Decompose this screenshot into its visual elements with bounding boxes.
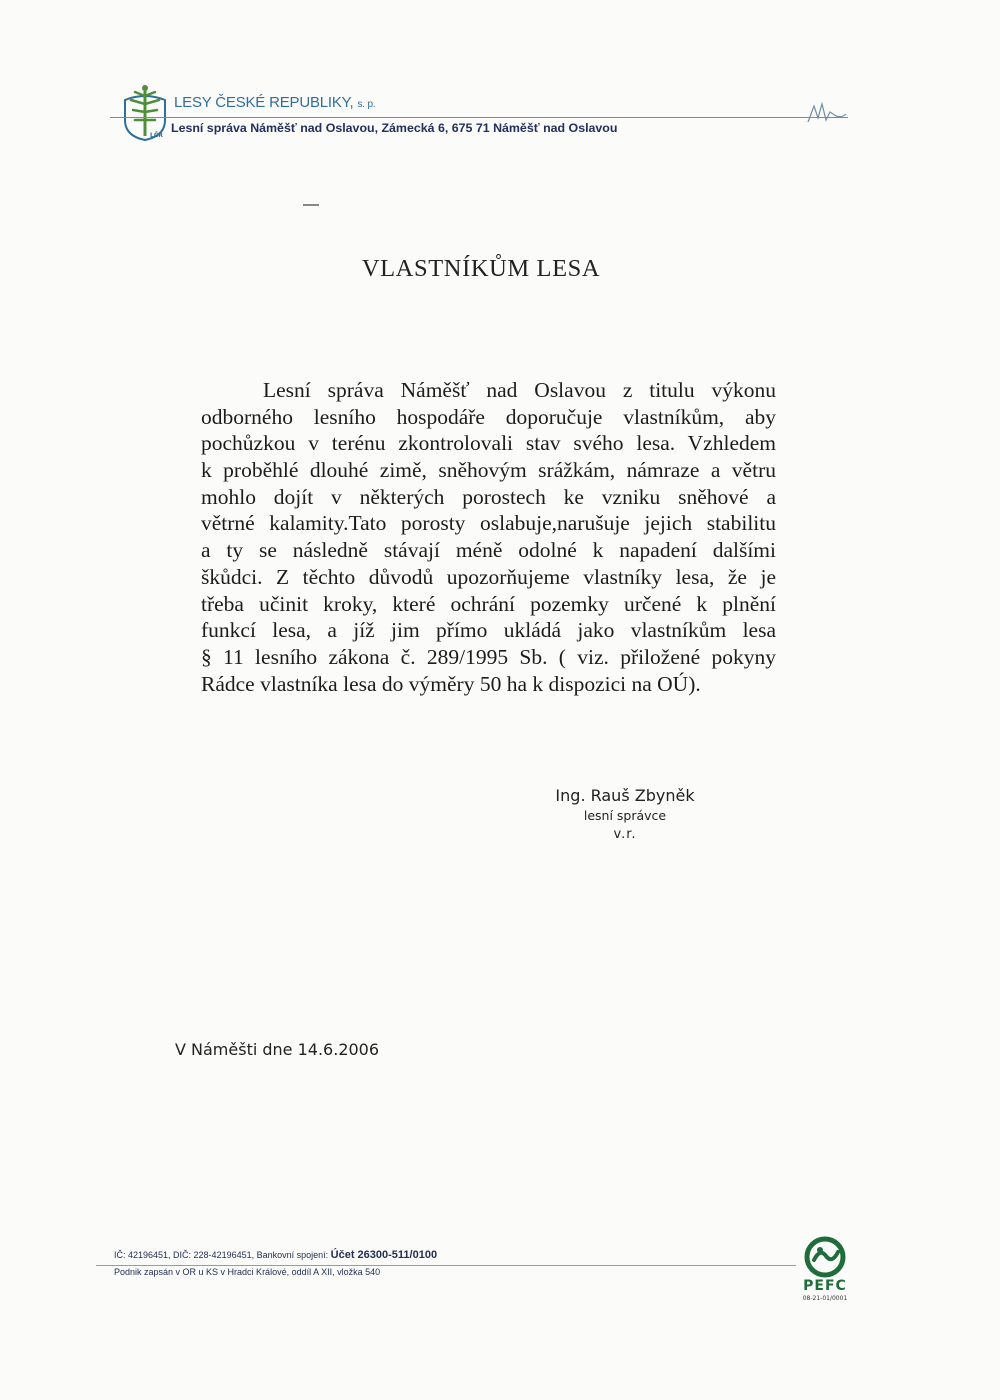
pefc-label: PEFC bbox=[803, 1278, 847, 1294]
organization-name: LESY ČESKÉ REPUBLIKY, s. p. bbox=[174, 94, 376, 111]
pefc-emblem-icon bbox=[796, 1236, 854, 1278]
body-line: funkcí lesa, a jíž jim přímo ukládá jako vlastníkům lesa bbox=[201, 618, 776, 643]
body-line: a ty se následně stávají méně odolné k napadení dalšími bbox=[201, 538, 776, 563]
body-line: třeba učinit kroky, které ochrání pozemky určené k plnění bbox=[201, 591, 776, 616]
organization-suffix: s. p. bbox=[357, 99, 376, 110]
signature-vr: v.r. bbox=[613, 827, 637, 842]
footer-registry: Podnik zapsán v OR u KS v Hradci Králové, oddíl A XII, vložka 540 bbox=[114, 1267, 381, 1277]
body-line: Lesní správa Náměšť nad Oslavou z titulu výkonu bbox=[263, 378, 776, 402]
signature-block bbox=[480, 785, 770, 845]
body-line: mohlo dojít v některých porostech ke vzniku sněhové a bbox=[201, 484, 776, 509]
letter-body bbox=[201, 377, 776, 697]
signature-name: Ing. Rauš Zbyněk bbox=[555, 786, 695, 805]
pefc-code: 08-21-01/0001 bbox=[802, 1295, 848, 1302]
svg-text:LČR: LČR bbox=[150, 132, 163, 139]
lcr-logo bbox=[121, 82, 169, 142]
footer-account: Účet 26300-511/0100 bbox=[330, 1249, 438, 1261]
body-line: Rádce vlastníka lesa do výměry 50 ha k dispozici na OÚ). bbox=[201, 671, 701, 696]
body-line: pochůzkou v terénu zkontrolovali stav svého lesa. Vzhledem bbox=[201, 431, 776, 456]
pefc-logo bbox=[796, 1236, 860, 1306]
body-line: k proběhlé dlouhé zimě, sněhovým srážkám, námraze a větru bbox=[201, 458, 776, 483]
body-line: větrné kalamity.Tato porosty oslabuje,narušuje jejich stabilitu bbox=[201, 511, 776, 536]
body-line: § 11 lesního zákona č. 289/1995 Sb. ( viz. přiložené pokyny bbox=[201, 644, 776, 669]
header-address: Lesní správa Náměšť nad Oslavou, Zámecká 6, 675 71 Náměšť nad Oslavou bbox=[171, 121, 618, 135]
header-rule bbox=[110, 117, 848, 118]
letter-title: VLASTNÍKŮM LESA bbox=[361, 255, 601, 282]
letter-date: V Náměšti dne 14.6.2006 bbox=[175, 1040, 380, 1059]
signature-role: lesní správce bbox=[583, 808, 667, 823]
body-line: škůdci. Z těchto důvodů upozorňujeme vlastníky lesa, že je bbox=[201, 564, 776, 589]
body-line: odborného lesního hospodáře doporučuje vlastníkům, aby bbox=[201, 404, 776, 429]
stray-mark bbox=[303, 204, 319, 206]
footer-ids: IČ: 42196451, DIČ: 228-42196451, Bankovní spojení: Účet 26300-511/0100 bbox=[114, 1249, 438, 1261]
header-mark-graphic bbox=[806, 100, 850, 128]
footer-rule bbox=[96, 1265, 796, 1266]
